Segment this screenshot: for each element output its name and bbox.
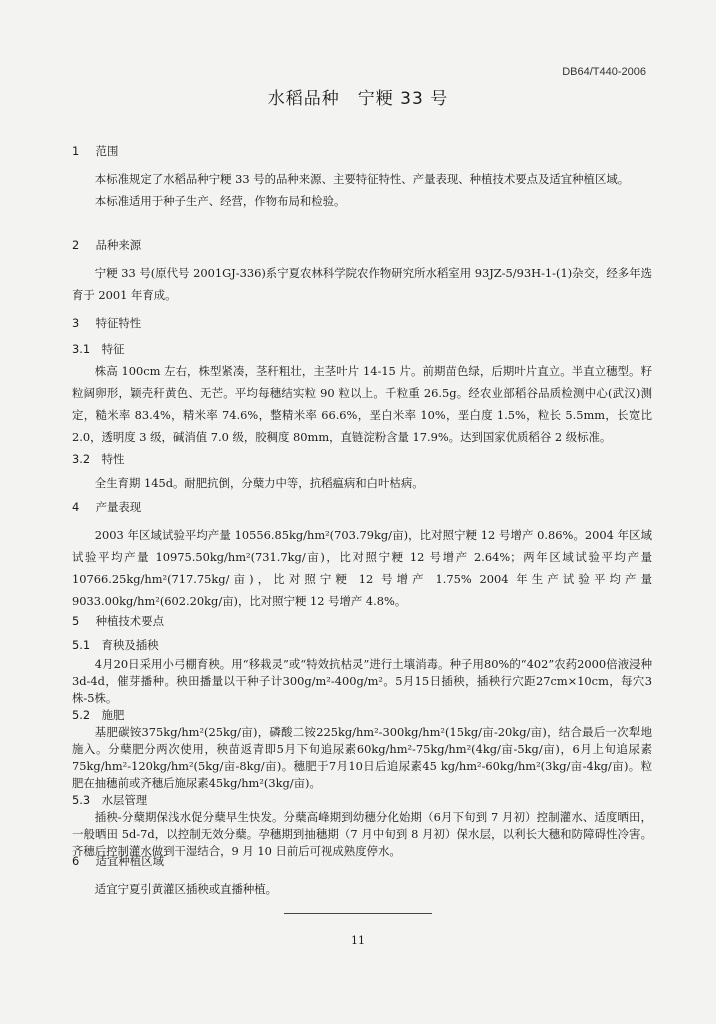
subsection-number: 5.1: [72, 638, 91, 652]
section-heading: [72, 496, 652, 518]
paragraph: 本标准规定了水稻品种宁粳 33 号的品种来源、主要特征特性、产量表现、种植技术要点及适宜种植区域。: [94, 172, 630, 186]
paragraph: 适宜宁夏引黄灌区插秧或直播种植。: [94, 882, 278, 896]
paragraph: 4月20日采用小弓棚育秧。用“移栽灵”或“特效抗枯灵”进行土壤消毒。种子用80%的“402”农药2000倍液浸种3d-4d，催芽播种。秧田播量以干种子计300g/m²-400g/m²。5月15日插秧，插秧行穴距27cm×10cm，每穴3株-5株。: [72, 657, 652, 705]
subsection-title: 特性: [101, 452, 125, 466]
section-6: [72, 850, 652, 900]
subsection-number: 5.2: [72, 708, 91, 722]
section-5: [72, 610, 652, 860]
section-title: 范围: [95, 144, 119, 158]
paragraph: 2003 年区域试验平均产量 10556.85kg/hm²(703.79kg/亩)，比对照宁粳 12 号增产 0.86%。2004 年区域试验平均产量 10975.50kg/hm²(731.7kg/亩)，比对照宁粳 12 号增产 2.64%；两年区域试验平均产量 10766.25kg/hm²(717.75kg/亩)，比对照宁粳 12 号增产 1.75% 2004 年生产试验平均产量 9033.00kg/hm²(602.20kg/亩)，比对照宁粳 12 号增产 4.8%。: [72, 528, 652, 608]
section-heading: [72, 234, 652, 256]
section-title: 品种来源: [95, 238, 142, 252]
subsection-title: 育秧及插秧: [101, 638, 159, 652]
document-title: 水稻品种 宁粳 33 号: [267, 89, 449, 109]
section-number: 1: [72, 144, 80, 158]
subsection-title: 水层管理: [101, 793, 148, 807]
subsection-heading: [72, 707, 652, 724]
section-title: 特征特性: [95, 316, 142, 330]
subsection-number: 5.3: [72, 793, 91, 807]
section-heading: [72, 610, 652, 632]
section-1: [72, 140, 652, 212]
page-number: 11: [351, 934, 365, 947]
subsection-title: 特征: [101, 342, 125, 356]
section-4: [72, 496, 652, 612]
paragraph: 插秧-分蘖期保浅水促分蘖早生快发。分蘖高峰期到幼穗分化始期（6月下旬到 7 月初）控制灌水、适度晒田，一般晒田 5d-7d，以控制无效分蘖。孕穗期到抽穗期（7 月中旬到 8 月初）保水层，以利长大穗和防障碍性冷害。齐穗后控制灌水做到干湿结合，9 月 10 日前后可视成熟度停水。: [72, 810, 652, 858]
subsection-heading: [72, 634, 652, 656]
section-2: [72, 234, 652, 306]
section-number: 4: [72, 500, 80, 514]
paragraph: 基肥碳铵375kg/hm²(25kg/亩)，磷酸二铵225kg/hm²-300kg/hm²(15kg/亩-20kg/亩)，结合最后一次犁地施入。分蘖肥分两次使用，秧苗返青即5月下旬追尿素60kg/hm²-75kg/hm²(4kg/亩-5kg/亩)，6月上旬追尿素75kg/hm²-120kg/hm²(5kg/亩-8kg/亩)。穗肥于7月10日后追尿素45 kg/hm²-60kg/hm²(3kg/亩-4kg/亩)。粒肥在抽穗前或齐穗后施尿素45kg/hm²(3kg/亩)。: [72, 725, 652, 790]
section-number: 5: [72, 614, 80, 628]
section-number: 2: [72, 238, 80, 252]
section-title: 种植技术要点: [95, 614, 164, 628]
paragraph: 全生育期 145d。耐肥抗倒，分蘖力中等，抗稻瘟病和白叶枯病。: [94, 476, 424, 490]
section-3: [72, 312, 652, 494]
subsection-heading: [72, 792, 652, 809]
paragraph: 本标准适用于种子生产、经营，作物布局和检验。: [94, 194, 346, 208]
paragraph: 株高 100cm 左右，株型紧凑，茎秆粗壮，主茎叶片 14-15 片。前期苗色绿，后期叶片直立。半直立穗型。籽粒阔卵形，颖壳秆黄色、无芒。平均每穗结实粒 90 粒以上。千粒重 26.5g。经农业部稻谷品质检测中心(武汉)测定，糙米率 83.4%，精米率 74.6%，整精米率 66.6%，垩白米率 10%，垩白度 1.5%，粒长 5.5mm，长宽比 2.0，透明度 3 级，碱消值 7.0 级，胶稠度 80mm，直链淀粉含量 17.9%。达到国家优质稻谷 2 级标准。: [72, 364, 652, 444]
section-heading: [72, 850, 652, 872]
section-title: 适宜种植区域: [95, 854, 164, 868]
section-heading: [72, 140, 652, 162]
section-heading: [72, 312, 652, 334]
subsection-number: 3.2: [72, 452, 91, 466]
section-number: 6: [72, 854, 80, 868]
subsection-title: 施肥: [101, 708, 125, 722]
paragraph: 宁粳 33 号(原代号 2001GJ-336)系宁夏农林科学院农作物研究所水稻室用 93JZ-5/93H-1-(1)杂交，经多年选育于 2001 年育成。: [72, 266, 652, 302]
standard-code: DB64/T440-2006: [562, 66, 646, 78]
footer-divider: [284, 913, 432, 914]
subsection-heading: [72, 448, 652, 470]
section-number: 3: [72, 316, 80, 330]
section-title: 产量表现: [95, 500, 142, 514]
subsection-number: 3.1: [72, 342, 91, 356]
subsection-heading: [72, 338, 652, 360]
